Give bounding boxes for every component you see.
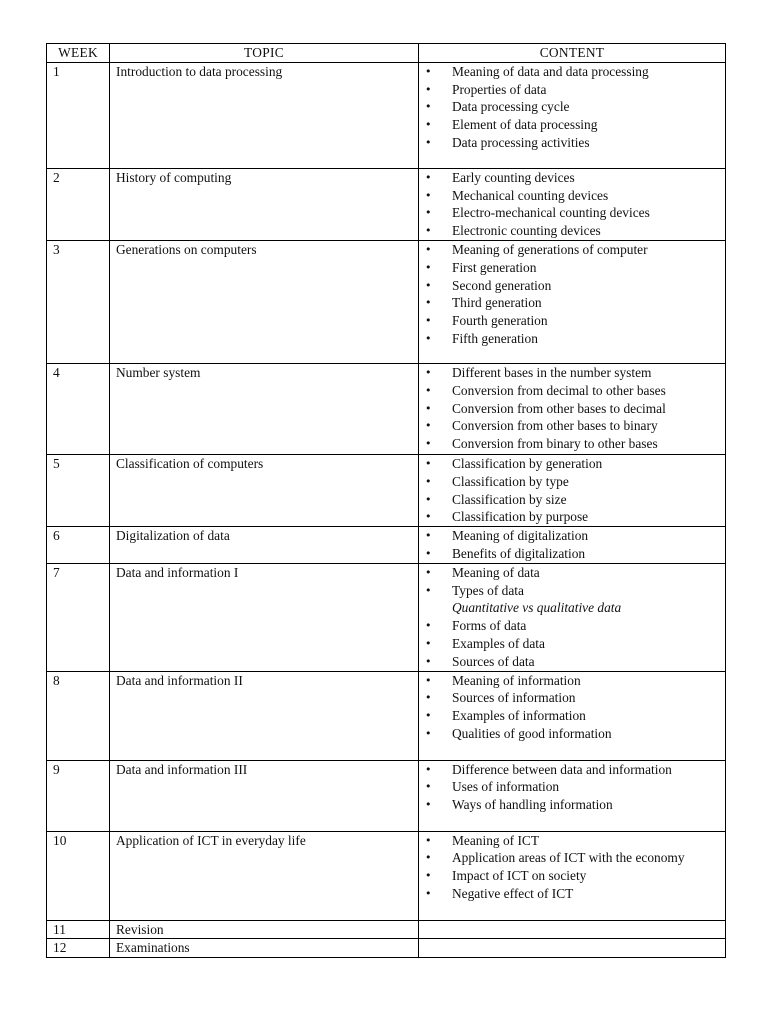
list-item: • Negative effect of ICT bbox=[425, 885, 719, 903]
sub-note: Quantitative vs qualitative data bbox=[452, 600, 622, 616]
list-item: • Qualities of good information bbox=[425, 725, 719, 743]
list-item: • Classification by purpose bbox=[425, 508, 719, 526]
list-item: • Examples of information bbox=[425, 707, 719, 725]
topic-cell: Introduction to data processing bbox=[110, 62, 419, 168]
list-item: • Meaning of data and data processing bbox=[425, 63, 719, 81]
week-number: 2 bbox=[47, 168, 110, 240]
list-item: • Difference between data and information bbox=[425, 761, 719, 779]
week-number: 12 bbox=[47, 939, 110, 958]
content-cell bbox=[419, 527, 726, 564]
content-list bbox=[425, 364, 719, 453]
list-item: • Conversion from other bases to decimal bbox=[425, 400, 719, 418]
list-item: • Fifth generation bbox=[425, 330, 719, 348]
table-row bbox=[47, 240, 726, 363]
topic-cell: Classification of computers bbox=[110, 454, 419, 526]
week-number: 6 bbox=[47, 527, 110, 564]
table-row bbox=[47, 920, 726, 939]
table-row bbox=[47, 939, 726, 958]
topic-cell: Digitalization of data bbox=[110, 527, 419, 564]
content-cell bbox=[419, 760, 726, 831]
table-row bbox=[47, 62, 726, 168]
week-number: 1 bbox=[47, 62, 110, 168]
list-item: • Conversion from binary to other bases bbox=[425, 435, 719, 453]
topic-cell: Data and information I bbox=[110, 563, 419, 671]
topic-cell: Revision bbox=[110, 920, 419, 939]
list-item: • Examples of data bbox=[425, 635, 719, 653]
week-number: 10 bbox=[47, 831, 110, 920]
list-item: • Early counting devices bbox=[425, 169, 719, 187]
list-item: • First generation bbox=[425, 259, 719, 277]
list-item: • Classification by generation bbox=[425, 455, 719, 473]
table-row bbox=[47, 454, 726, 526]
content-cell bbox=[419, 62, 726, 168]
list-item: • Data processing activities bbox=[425, 134, 719, 152]
list-item: • Sources of information bbox=[425, 689, 719, 707]
week-number: 5 bbox=[47, 454, 110, 526]
topic-cell: Data and information II bbox=[110, 671, 419, 760]
week-number: 7 bbox=[47, 563, 110, 671]
list-item: • Classification by type bbox=[425, 473, 719, 491]
header-row bbox=[47, 44, 726, 63]
list-item: • Types of data bbox=[425, 582, 719, 600]
list-item: • Classification by size bbox=[425, 491, 719, 509]
topic-cell: Generations on computers bbox=[110, 240, 419, 363]
list-item: • Meaning of data bbox=[425, 564, 719, 582]
content-cell bbox=[419, 454, 726, 526]
list-item: • Properties of data bbox=[425, 81, 719, 99]
content-list bbox=[425, 761, 719, 814]
content-cell bbox=[419, 920, 726, 939]
list-item: • Conversion from decimal to other bases bbox=[425, 382, 719, 400]
list-item: • Meaning of digitalization bbox=[425, 527, 719, 545]
content-list bbox=[425, 527, 719, 563]
list-item: • Data processing cycle bbox=[425, 98, 719, 116]
list-item: • Ways of handling information bbox=[425, 796, 719, 814]
list-item: • Electronic counting devices bbox=[425, 222, 719, 240]
topic-cell: Examinations bbox=[110, 939, 419, 958]
table-row bbox=[47, 363, 726, 454]
list-item: • Meaning of ICT bbox=[425, 832, 719, 850]
list-item: • Sources of data bbox=[425, 653, 719, 671]
header-week: WEEK bbox=[47, 44, 110, 63]
list-item: • Second generation bbox=[425, 277, 719, 295]
week-number: 8 bbox=[47, 671, 110, 760]
topic-cell: Number system bbox=[110, 363, 419, 454]
content-cell bbox=[419, 363, 726, 454]
week-number: 9 bbox=[47, 760, 110, 831]
content-cell bbox=[419, 671, 726, 760]
content-list bbox=[425, 169, 719, 240]
table-row bbox=[47, 831, 726, 920]
table-row bbox=[47, 760, 726, 831]
header-topic: TOPIC bbox=[110, 44, 419, 63]
week-number: 4 bbox=[47, 363, 110, 454]
table-row bbox=[47, 527, 726, 564]
list-item: • Benefits of digitalization bbox=[425, 545, 719, 563]
content-list bbox=[425, 455, 719, 526]
topic-cell: Application of ICT in everyday life bbox=[110, 831, 419, 920]
content-list bbox=[425, 564, 719, 671]
list-item: • Third generation bbox=[425, 294, 719, 312]
week-number: 11 bbox=[47, 920, 110, 939]
list-item: • Electro-mechanical counting devices bbox=[425, 204, 719, 222]
list-item: • Impact of ICT on society bbox=[425, 867, 719, 885]
list-item: • Meaning of information bbox=[425, 672, 719, 690]
content-cell bbox=[419, 939, 726, 958]
content-list bbox=[425, 241, 719, 348]
table-row bbox=[47, 563, 726, 671]
list-item: • Application areas of ICT with the economy bbox=[425, 849, 719, 867]
topic-cell: History of computing bbox=[110, 168, 419, 240]
content-list bbox=[425, 672, 719, 743]
list-item: • Element of data processing bbox=[425, 116, 719, 134]
list-item: • Different bases in the number system bbox=[425, 364, 719, 382]
content-list bbox=[425, 832, 719, 903]
table-row bbox=[47, 671, 726, 760]
header-content: CONTENT bbox=[419, 44, 726, 63]
content-cell bbox=[419, 168, 726, 240]
content-cell bbox=[419, 563, 726, 671]
content-list bbox=[425, 63, 719, 152]
week-number: 3 bbox=[47, 240, 110, 363]
list-item: • Forms of data bbox=[425, 617, 719, 635]
list-item: • Conversion from other bases to binary bbox=[425, 417, 719, 435]
list-item: • Fourth generation bbox=[425, 312, 719, 330]
list-item: • Meaning of generations of computer bbox=[425, 241, 719, 259]
topic-cell: Data and information III bbox=[110, 760, 419, 831]
list-item: • Mechanical counting devices bbox=[425, 187, 719, 205]
scheme-of-work-table bbox=[46, 43, 726, 958]
table-row bbox=[47, 168, 726, 240]
list-item: • Uses of information bbox=[425, 778, 719, 796]
content-cell bbox=[419, 240, 726, 363]
content-cell bbox=[419, 831, 726, 920]
